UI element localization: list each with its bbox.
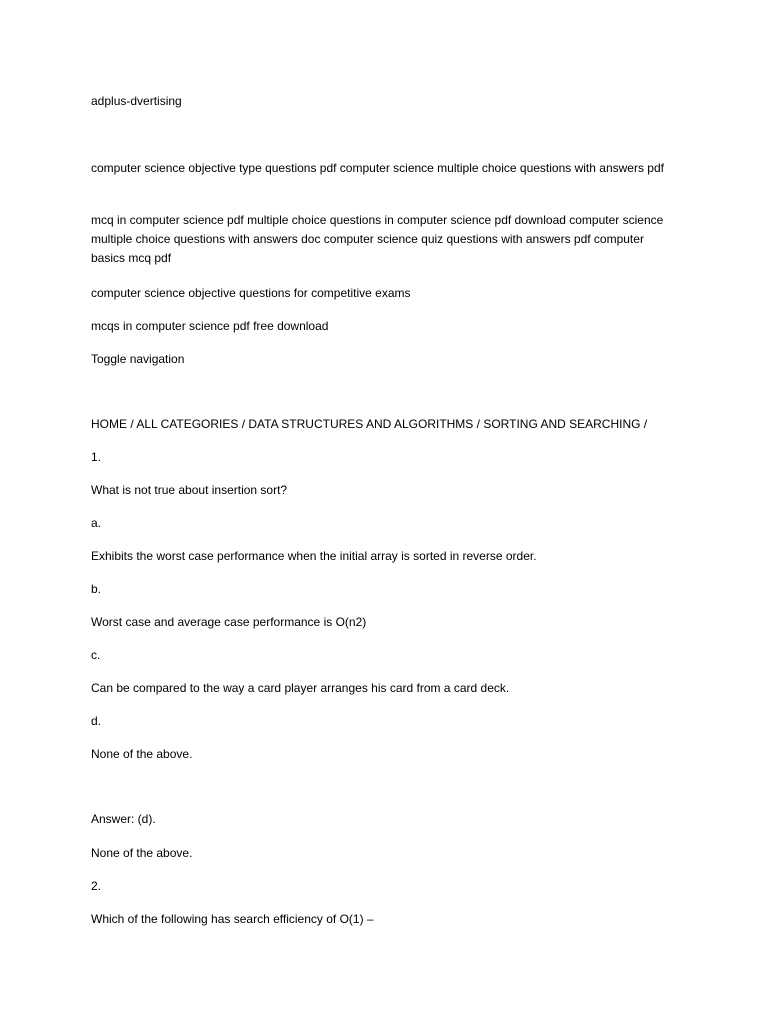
answer-text: None of the above. [91, 846, 193, 860]
question-text: What is not true about insertion sort? [91, 483, 288, 497]
answer-label: Answer: (d). [91, 812, 156, 826]
keyword-paragraph: mcqs in computer science pdf free download [91, 319, 329, 333]
breadcrumb [91, 415, 676, 434]
question-number: 1. [91, 450, 102, 464]
breadcrumb-home-link[interactable]: HOME [91, 417, 127, 431]
breadcrumb-separator: / [238, 417, 249, 431]
breadcrumb-separator: / [127, 417, 137, 431]
option-text-b[interactable]: Worst case and average case performance is O(n2) [91, 615, 367, 629]
question-text: Which of the following has search efficiency of O(1) – [91, 912, 374, 926]
option-text-c[interactable]: Can be compared to the way a card player arranges his card from a card deck. [91, 681, 510, 695]
keyword-paragraph: computer science objective questions for competitive exams [91, 286, 411, 300]
breadcrumb-all-categories-link[interactable]: ALL CATEGORIES [136, 417, 239, 431]
option-text-d[interactable]: None of the above. [91, 747, 193, 761]
option-letter-b: b. [91, 582, 102, 596]
keyword-paragraph: computer science objective type questions pdf computer science multiple choice questions with answers pdf [91, 161, 664, 175]
breadcrumb-separator: / [640, 417, 648, 431]
option-text-a[interactable]: Exhibits the worst case performance when the initial array is sorted in reverse order. [91, 549, 537, 563]
breadcrumb-separator: / [473, 417, 484, 431]
option-letter-d: d. [91, 714, 102, 728]
toggle-navigation-button[interactable]: Toggle navigation [91, 352, 185, 366]
breadcrumb-sorting-searching-link[interactable]: SORTING AND SEARCHING [483, 417, 641, 431]
option-letter-c: c. [91, 648, 101, 662]
keyword-paragraph: mcq in computer science pdf multiple choice questions in computer science pdf download computer science multiple choice questions with answers doc computer science quiz questions with answers pdf computer basics mcq pdf [91, 213, 664, 265]
option-letter-a: a. [91, 516, 102, 530]
question-number: 2. [91, 879, 102, 893]
breadcrumb-data-structures-link[interactable]: DATA STRUCTURES AND ALGORITHMS [248, 417, 474, 431]
ad-label: adplus-dvertising [91, 94, 182, 108]
